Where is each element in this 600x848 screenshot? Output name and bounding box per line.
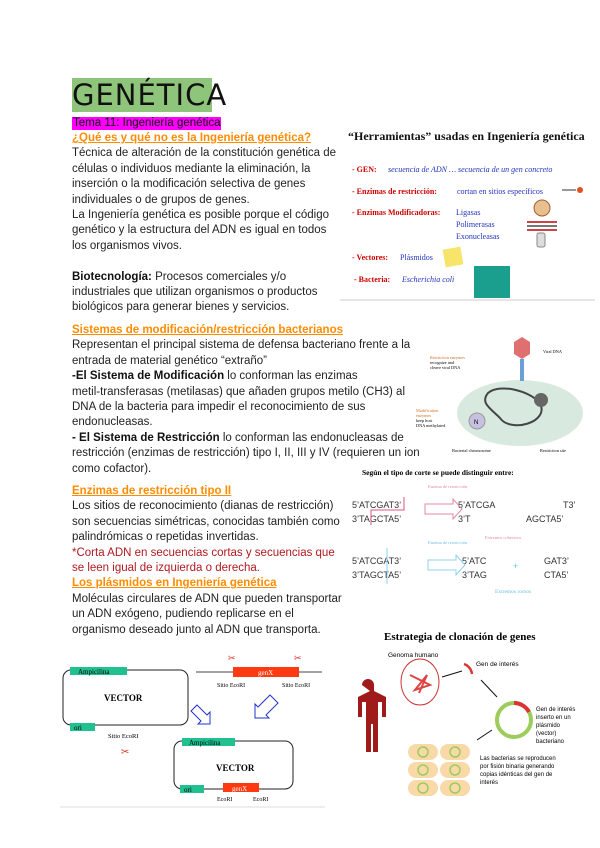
label: enzymes [416,413,432,418]
human-silhouette-icon [358,679,386,752]
text-line: inserción o la modificación selectiva de genes [72,178,306,191]
arrow-icon [428,555,465,575]
sequence: GAT3’ [544,556,569,566]
tool-desc: secuencia de ADN … secuencia de un gen concreto [388,165,553,174]
sequence: 3’TAGCTA5’ [352,514,402,524]
text-line [72,270,336,285]
genome-circle [401,659,439,705]
section-heading: Los plásmidos en Ingeniería genética [72,577,277,590]
figure-title: Según el tipo de corte se puede distinguir entre: [362,468,514,477]
tool-label: - Bacteria: [354,275,391,284]
text-line [72,431,420,446]
gene-label: genX [258,669,274,677]
text-line: endonucleasas. [72,416,153,429]
topic-label: Tema 11: Ingeniería genética [73,117,221,129]
inserted-gene [514,703,529,712]
bacteria-icon [474,266,510,298]
sequence: 5’ATCGA [458,500,496,510]
text-line: un ADN exógeno, pudiendo replicarse en el [72,608,294,621]
label: recognize and [430,360,454,365]
label: Extremos cohesivos [485,535,522,540]
site-label: Sitio EcoRI [108,733,139,740]
tool-desc: Ligasas [456,208,481,217]
sequence: 5’ATC [462,556,487,566]
label: copias idénticas del gen de [480,772,553,778]
gene-label: genX [232,785,248,793]
text-line: restricción (enzimas de restricción) tipo I, II, III y IV (requieren un ion [72,447,420,460]
sequence: 5’ATCGAT3’ [352,500,402,510]
text-line: industriales que utilizan organismos o productos [72,286,318,299]
vector-label: VECTOR [104,693,143,703]
label: Restriction enzymes [430,355,465,360]
text: lo conforman las enzimas [224,370,358,383]
text-line: DNA de la bacteria para impedir el reconocimiento de sus [72,401,366,414]
label: Las bacterias se reproducen [480,756,556,762]
label: Bacterial chromosome [452,448,491,453]
tool-label: - Vectores: [352,253,389,262]
label: plásmido [536,723,561,729]
label: keep host [416,418,433,423]
label: inserto en un [536,715,571,721]
sequence: T3’ [563,500,576,510]
sequence: CTA5’ [544,570,569,580]
arrow-icon [255,695,278,718]
label: Modification [416,408,439,413]
cloning-strategy-diagram [340,620,600,800]
phage-head-icon [514,337,530,359]
restriction-enzyme-icon [534,393,548,407]
label: por fisión binaria generando [480,764,555,770]
tool-label: - GEN: [352,165,377,174]
section-heading: ¿Qué es y qué no es la Ingeniería genética? [72,132,312,144]
sequence: 3’TAGCTA5’ [352,570,402,580]
note-line: *Corta ADN en secuencias cortas y secuencias que [72,546,335,559]
gene-label: Ampicilina [189,739,221,747]
sequence: AGCTA5’ [526,514,564,524]
bacteria-colonies [408,744,470,796]
cut-types-diagram [340,460,600,610]
gene-label: ori [184,786,192,794]
section-what-is [72,131,336,316]
arrow-icon [425,499,462,519]
sequence: 3’TAG [462,570,487,580]
site-label: Sitio EcoRI [282,683,311,689]
label: Gen de interés [536,707,576,713]
arrow-icon [191,705,210,724]
text-line: células o individuos mediante la eliminación, la [72,162,311,175]
label: DNA methylated [416,423,446,428]
text: lo conforman las endonucleasas de [219,431,404,444]
text-line: los organismos vivos. [72,239,182,252]
text-line: Técnica de alteración de la constitución genética de [72,147,337,160]
section-enzymes [72,484,342,638]
gene-label: ori [74,724,82,732]
text-line: biológicos para generar bienes y servicios. [72,301,290,314]
section-heading: Enzimas de restricción tipo II [72,485,232,497]
text-line: La Ingeniería genética es posible porque el código [72,209,330,222]
plasmid-note-icon [443,247,464,268]
phage-tail [520,359,524,381]
figure-title: “Herramientas” usadas en Ingeniería genética [348,129,585,143]
tool-desc: Plásmidos [400,253,433,262]
sequence: 5’ATCGAT3’ [352,556,402,566]
text-line: Moléculas circulares de ADN que pueden transportar [72,592,342,605]
label: Restriction site [540,448,566,453]
tool-desc: Polimerasas [456,220,495,229]
label: Enzima de restricción [428,540,468,545]
bold-term: Biotecnología: [72,270,152,283]
label: bacteriano [536,739,565,745]
label: Genoma humano [388,652,439,659]
label: Gen de interés [476,661,519,668]
text-line: Los sitios de reconocimiento (dianas de restricción) [72,500,334,513]
page-title: GENÉTICA [72,78,228,112]
site-label: EcoRI [217,797,233,803]
vector-label: VECTOR [216,763,255,773]
arrow-icon [442,671,497,740]
bold-term: -El Sistema de Modificación [72,370,225,383]
text-line [72,369,420,384]
tool-label: - Enzimas Modificadoras: [352,208,441,217]
enzyme-letter: N [474,420,479,426]
polymerase-icon [527,221,557,231]
restriction-modification-diagram [400,333,600,460]
label: interés [480,780,499,786]
text-line: palindrómicas o repetidas invertidas. [72,531,259,544]
plus-sign: + [513,561,519,571]
note-line: se leen igual de izquierda o derecha. [72,562,260,575]
vector-cloning-diagram [60,645,330,810]
text: Procesos comerciales y/o [151,270,287,283]
ligase-icon [534,200,550,216]
label: (vector) [536,731,557,737]
label: Viral DNA [543,349,562,354]
gene-label: Ampicilina [78,668,110,676]
exonuclease-icon [537,233,545,247]
text-line: organismo deseado junto al ADN que transporta. [72,623,321,636]
site-label: EcoRI [253,797,269,803]
site-label: Sitio EcoRI [217,683,246,689]
label: Enzima de restricción [428,484,468,489]
section-systems [72,323,420,477]
scissors-icon: ✂ [294,653,302,663]
label: cleave viral DNA [430,365,461,370]
sequence: 3’T [458,514,471,524]
tool-label: - Enzimas de restricción: [352,187,437,196]
tool-desc: cortan en sitios específicos [457,187,543,196]
tool-desc: Exonucleasas [456,232,500,241]
gene-fragment [464,664,472,674]
text-line: metil-transferasas (metilasas) que añaden grupos metilo (CH3) al [72,385,406,398]
figure-title: Estrategia de clonación de genes [384,631,536,643]
text-line: entrada de material genético “extraño” [72,354,267,367]
tools-figure [340,120,600,302]
bold-term: - El Sistema de Restricción [72,431,220,444]
scissors-enzyme-icon [562,187,583,193]
text-line: individuales o de grupos de genes. [72,193,250,206]
scissors-icon: ✂ [228,653,236,663]
text-line: genético y la estructura del ADN es igual en todos [72,224,327,237]
tool-desc: Escherichia coli [402,275,455,284]
scissors-icon: ✂ [121,747,130,758]
label: Extremos romos [495,589,532,595]
section-heading: Sistemas de modificación/restricción bacterianos [72,324,343,336]
text-line: como cofactor). [72,462,152,475]
text-line: son secuencias simétricas, conocidas también como [72,515,340,528]
text-line: Representan el principal sistema de defensa bacteriano frente a la [72,339,411,352]
